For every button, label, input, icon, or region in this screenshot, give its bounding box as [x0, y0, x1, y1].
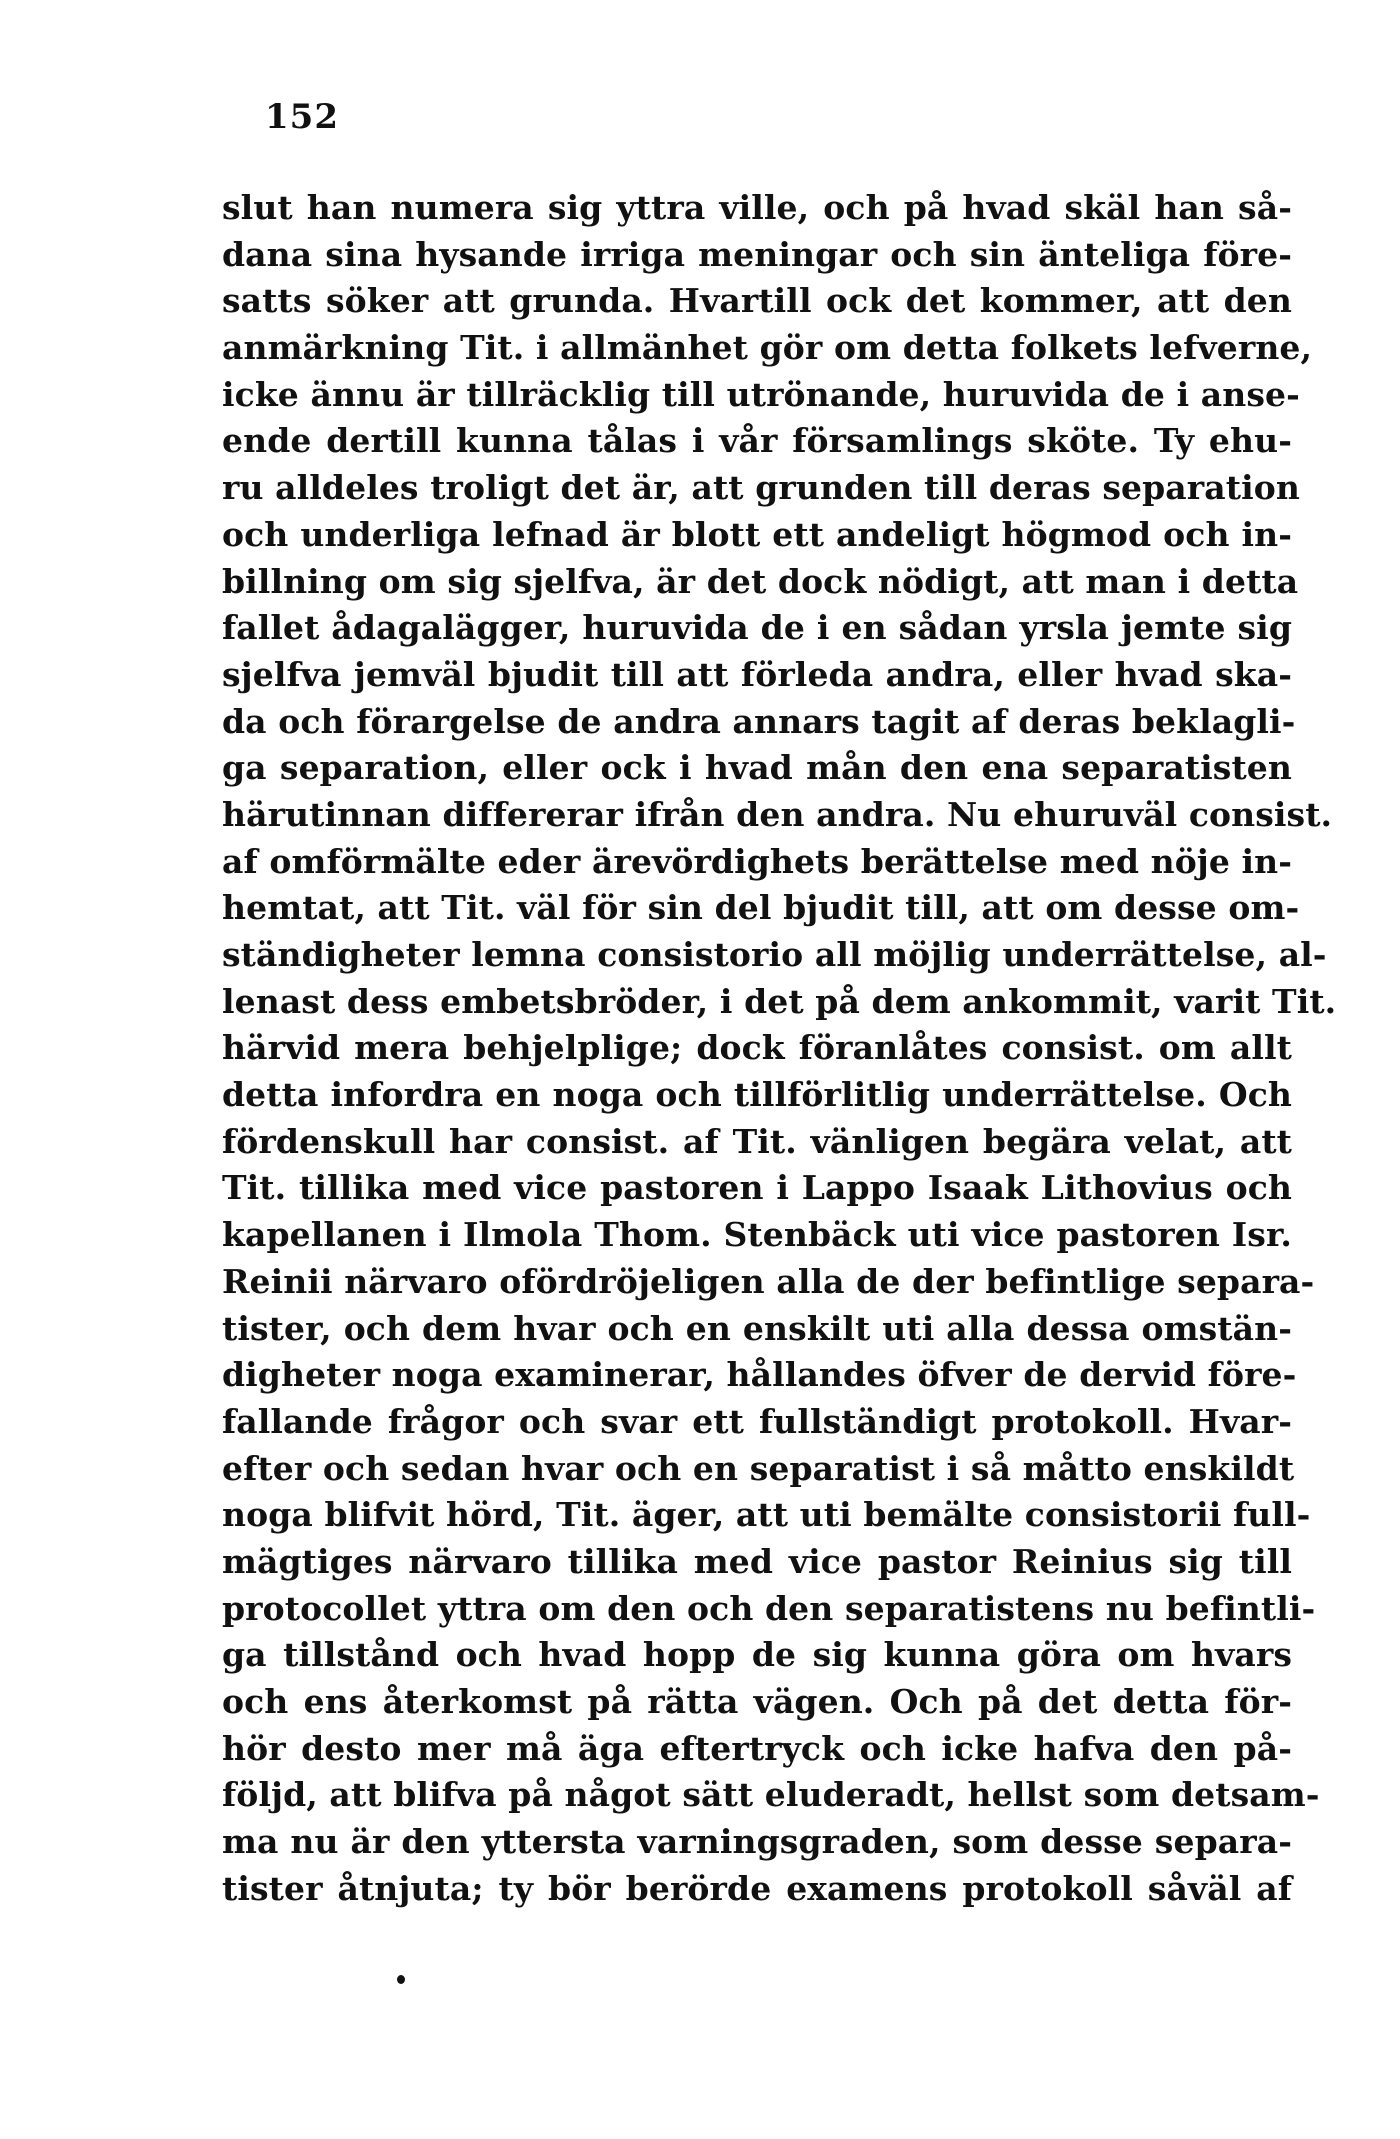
text-line: icke ännu är tillräcklig till utrönande, huruvida de i anse-: [222, 374, 1300, 414]
text-line: Reinii närvaro ofördröjeligen alla de der befintlige separa-: [222, 1261, 1315, 1301]
text-line: hör desto mer må äga eftertryck och icke hafva den på-: [222, 1728, 1292, 1768]
text-line: och ens återkomst på rätta vägen. Och på det detta för-: [222, 1682, 1292, 1721]
text-line: fallet ådagalägger, huruvida de i en sådan yrsla jemte sig: [222, 608, 1292, 648]
text-line: mägtiges närvaro tillika med vice pastor Reinius sig till: [222, 1541, 1292, 1581]
text-line: ru alldeles troligt det är, att grunden till deras separation: [222, 468, 1300, 508]
text-line: Tit. tillika med vice pastoren i Lappo Isaak Lithovius och: [222, 1168, 1292, 1208]
text-line: da och förargelse de andra annars tagit af deras beklagli-: [222, 701, 1296, 741]
text-line: ma nu är den yttersta varningsgraden, som desse separa-: [222, 1822, 1292, 1862]
text-line: ga separation, eller ock i hvad mån den ena separatisten: [222, 748, 1292, 788]
text-line: anmärkning Tit. i allmänhet gör om detta folkets lefverne,: [222, 328, 1313, 368]
text-line: hemtat, att Tit. väl för sin del bjudit till, att om desse om-: [222, 888, 1300, 928]
text-line: ende dertill kunna tålas i vår församlings sköte. Ty ehu-: [222, 421, 1292, 461]
text-line: följd, att blifva på något sätt eluderadt, hellst som detsam-: [222, 1775, 1320, 1815]
ink-dot: [397, 1975, 405, 1984]
text-line: kapellanen i Ilmola Thom. Stenbäck uti vice pastoren Isr.: [222, 1215, 1292, 1255]
text-line: noga blifvit hörd, Tit. äger, att uti bemälte consistorii full-: [222, 1495, 1311, 1535]
text-line: ga tillstånd och hvad hopp de sig kunna göra om hvars: [222, 1635, 1292, 1675]
body-text: [222, 185, 1337, 1912]
text-line: detta infordra en noga och tillförlitlig underrättelse. Och: [222, 1075, 1292, 1115]
text-line: slut han numera sig yttra ville, och på hvad skäl han så-: [222, 188, 1292, 227]
text-line: tister åtnjuta; ty bör berörde examens protokoll såväl af: [222, 1868, 1292, 1908]
text-line: sjelfva jemväl bjudit till att förleda andra, eller hvad ska-: [222, 654, 1292, 694]
text-line: fördenskull har consist. af Tit. vänligen begära velat, att: [222, 1121, 1292, 1161]
text-line: fallande frågor och svar ett fullständigt protokoll. Hvar-: [222, 1401, 1292, 1441]
text-line: af omförmälte eder ärevördighets berättelse med nöje in-: [222, 841, 1293, 881]
text-line: lenast dess embetsbröder, i det på dem ankommit, varit Tit.: [222, 981, 1337, 1021]
text-line: härvid mera behjelplige; dock föranlåtes consist. om allt: [222, 1028, 1292, 1068]
text-line: satts söker att grunda. Hvartill ock det kommer, att den: [222, 281, 1292, 321]
text-line: billning om sig sjelfva, är det dock nödigt, att man i detta: [222, 561, 1299, 601]
text-line: efter och sedan hvar och en separatist i så måtto enskildt: [222, 1448, 1295, 1488]
text-line: tister, och dem hvar och en enskilt uti alla dessa omstän-: [222, 1308, 1292, 1348]
text-line: digheter noga examinerar, hållandes öfver de dervid före-: [222, 1355, 1297, 1395]
text-line: dana sina hysande irriga meningar och sin änteliga före-: [222, 234, 1292, 274]
page-number: 152: [265, 97, 339, 137]
text-line: protocollet yttra om den och den separatistens nu befintli-: [222, 1588, 1316, 1628]
text-line: ständigheter lemna consistorio all möjlig underrättelse, al-: [222, 935, 1327, 974]
text-line: härutinnan differerar ifrån den andra. Nu ehuruväl consist.: [222, 794, 1333, 834]
text-line: och underliga lefnad är blott ett andeligt högmod och in-: [222, 514, 1292, 554]
